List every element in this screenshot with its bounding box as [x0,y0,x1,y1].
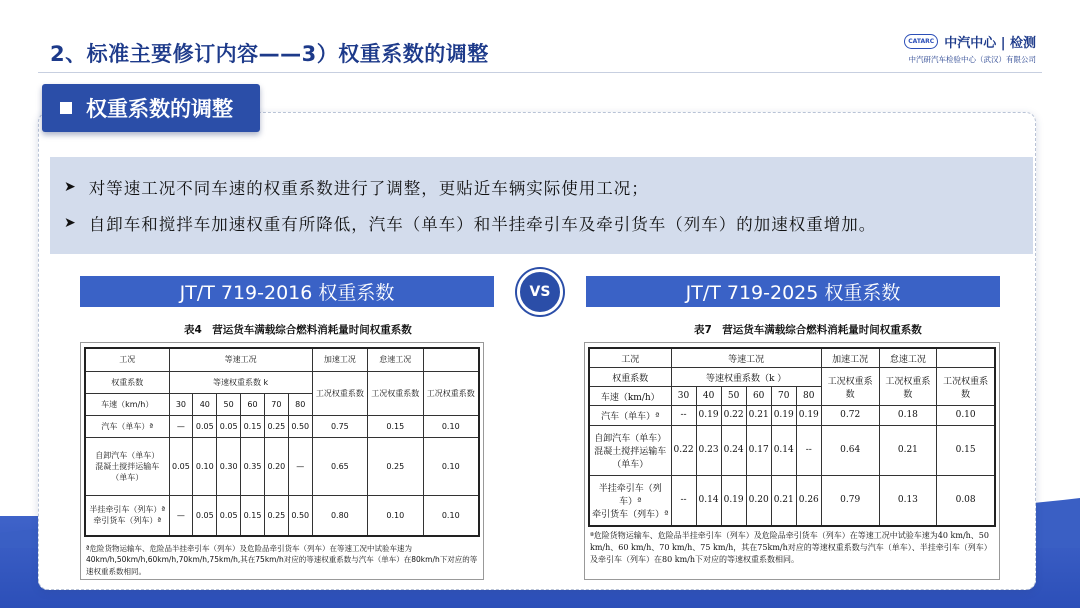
value-cell: 0.25 [264,416,288,438]
arrow-bullet-icon: ➤ [64,179,77,195]
value-cell: 0.80 [312,495,367,536]
header-cell: 工况权重系数 [937,368,995,406]
speed-header-cell: 30 [169,393,193,415]
row-label-cell: 汽车（单车）ª [589,406,671,425]
speed-header-cell: 50 [721,387,746,406]
header-cell: 怠速工况 [368,348,423,371]
value-cell: 0.10 [193,438,217,495]
value-cell: 0.14 [696,475,721,526]
value-cell: -- [796,425,821,475]
value-cell: -- [671,475,696,526]
value-cell: 0.64 [821,425,879,475]
row-label-cell: 半挂牵引车（列车）ª 牵引货车（列车）ª [589,475,671,526]
value-cell: 0.65 [312,438,367,495]
header-cell: 工况权重系数 [368,371,423,416]
value-cell: 0.05 [193,416,217,438]
header-cell: 等速权重系数（k ） [671,368,821,387]
right-weight-table [588,347,996,527]
value-cell: 0.13 [879,475,937,526]
value-cell: 0.15 [937,425,995,475]
table-row [589,406,995,425]
value-cell: 0.21 [771,475,796,526]
section-tab [42,84,260,132]
speed-header-cell: 80 [288,393,312,415]
header-cell: 等速工况 [671,348,821,368]
value-cell: 0.15 [241,495,265,536]
catarc-logo: CATARC [904,34,938,49]
value-cell: 0.35 [241,438,265,495]
value-cell: 0.19 [721,475,746,526]
speed-header-cell: 50 [217,393,241,415]
note-text: 自卸车和搅拌车加速权重有所降低，汽车（单车）和半挂牵引车及牵引货车（列车）的加速权重增加。 [88,215,877,234]
table-row [85,438,479,495]
right-table-caption: 表7 营运货车满载综合燃料消耗量时间权重系数 [694,324,922,336]
table-row [85,495,479,536]
left-table-note: ª危险货物运输车、危险品半挂牵引车（列车）及危险品牵引货车（列车）在等速工况中试验车速为40km/h,50km/h,60km/h,70km/h,75km/h,其在75km/h对应的等速权重系数与汽车（单车）在80km/h下对应的等速权重系数相同。 [86,544,478,576]
header-cell: 车速（km/h） [85,393,169,415]
left-weight-table [84,347,480,537]
header-cell: 工况权重系数 [879,368,937,406]
value-cell: — [169,495,193,536]
table-row [589,475,995,526]
value-cell: 0.25 [264,495,288,536]
header-cell: 工况 [589,348,671,368]
value-cell: 0.21 [746,406,771,425]
left-table-caption: 表4 营运货车满载综合燃料消耗量时间权重系数 [184,324,412,336]
row-label-cell: 自卸汽车（单车） 混凝土搅拌运输车 （单车） [589,425,671,475]
vs-badge: VS [517,269,563,315]
table-row [85,416,479,438]
note-item [64,205,1019,241]
header-cell: 怠速工况 [879,348,937,368]
value-cell: 0.50 [288,416,312,438]
value-cell: 0.15 [241,416,265,438]
value-cell: 0.22 [671,425,696,475]
header-cell: 车速（km/h） [589,387,671,406]
speed-header-cell: 40 [193,393,217,415]
value-cell: 0.17 [746,425,771,475]
header-cell: 工况权重系数 [821,368,879,406]
header-cell: 加速工况 [821,348,879,368]
arrow-bullet-icon: ➤ [64,215,77,231]
brand-subtitle: 中汽研汽车检验中心（武汉）有限公司 [908,55,1036,64]
value-cell: 0.22 [721,406,746,425]
speed-header-cell: 60 [746,387,771,406]
speed-header-cell: 60 [241,393,265,415]
header-cell: 等速工况 [169,348,312,371]
title-rule [38,72,1042,73]
speed-header-cell: 70 [771,387,796,406]
value-cell: 0.19 [796,406,821,425]
speed-header-cell: 40 [696,387,721,406]
square-bullet-icon [60,102,72,114]
value-cell: 0.08 [937,475,995,526]
notes-box [50,157,1033,254]
right-standard-heading: JT/T 719-2025 权重系数 [586,276,1000,307]
header-cell: 加速工况 [312,348,367,371]
value-cell: — [169,416,193,438]
value-cell: 0.05 [193,495,217,536]
value-cell: 0.72 [821,406,879,425]
value-cell: 0.19 [696,406,721,425]
right-table-note: ª危险货物运输车、危险品半挂牵引车（列车）及危险品牵引货车（列车）在等速工况中试验车速为40 km/h、50 km/h、60 km/h、70 km/h、75 km/h，其在75km/h对应的等速权重系数与汽车（单车）、半挂牵引车（列车）及牵引车（列车）在80 km/h下对应的等速权重系数相同。 [590,531,992,564]
note-item [64,169,1019,205]
header-cell: 等速权重系数 k [169,371,312,393]
value-cell: 0.21 [879,425,937,475]
header-cell: 工况 [85,348,169,371]
value-cell: — [288,438,312,495]
value-cell: 0.05 [217,416,241,438]
value-cell: 0.10 [937,406,995,425]
table-row [589,425,995,475]
value-cell: 0.26 [796,475,821,526]
speed-header-cell: 70 [264,393,288,415]
value-cell: 0.24 [721,425,746,475]
value-cell: 0.20 [746,475,771,526]
value-cell: 0.10 [423,416,479,438]
value-cell: 0.10 [423,495,479,536]
value-cell: -- [671,406,696,425]
value-cell: 0.10 [368,495,423,536]
brand-name: 中汽中心 | 检测 [944,36,1036,51]
note-text: 对等速工况不同车速的权重系数进行了调整，更贴近车辆实际使用工况； [88,179,649,198]
page-title: 2、标准主要修订内容——3）权重系数的调整 [50,42,489,66]
header-cell: 权重系数 [85,371,169,393]
value-cell: 0.23 [696,425,721,475]
value-cell: 0.05 [169,438,193,495]
brand [904,32,1036,65]
value-cell: 0.10 [423,438,479,495]
header-cell: 工况权重系数 [423,371,479,416]
value-cell: 0.50 [288,495,312,536]
value-cell: 0.19 [771,406,796,425]
value-cell: 0.20 [264,438,288,495]
left-standard-heading: JT/T 719-2016 权重系数 [80,276,494,307]
value-cell: 0.05 [217,495,241,536]
value-cell: 0.75 [312,416,367,438]
row-label-cell: 半挂牵引车（列车）ª 牵引货车（列车）ª [85,495,169,536]
value-cell: 0.15 [368,416,423,438]
value-cell: 0.18 [879,406,937,425]
value-cell: 0.30 [217,438,241,495]
section-label: 权重系数的调整 [86,97,233,121]
header-cell: 权重系数 [589,368,671,387]
value-cell: 0.79 [821,475,879,526]
speed-header-cell: 80 [796,387,821,406]
header-cell: 工况权重系数 [312,371,367,416]
value-cell: 0.25 [368,438,423,495]
speed-header-cell: 30 [671,387,696,406]
value-cell: 0.14 [771,425,796,475]
row-label-cell: 汽车（单车）ª [85,416,169,438]
row-label-cell: 自卸汽车（单车） 混凝土搅拌运输车 （单车） [85,438,169,495]
